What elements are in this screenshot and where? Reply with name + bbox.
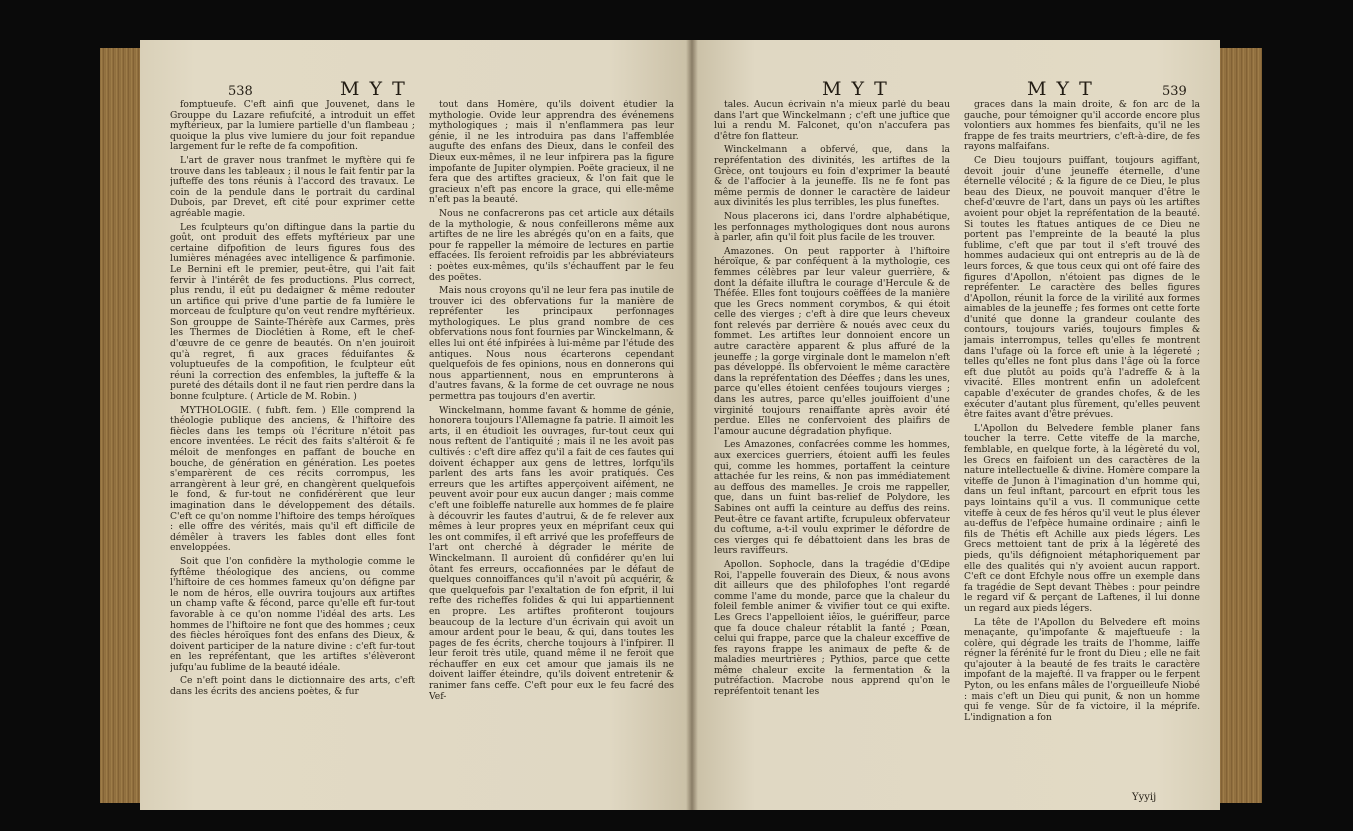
- paragraph: L'art de graver nous tranfmet le myftère qui fe trouve dans les tableaux ; il nous le fait fentir par la jufteffe des tons réunis à l'accord des travaux. Le coin de la pendule dans le portrait du cardinal Dubois, par Drevet, eft cité pour exprimer cette agréable magie.: [170, 154, 415, 219]
- paragraph: Ce Dieu toujours puiffant, toujours agiffant, devoit jouir d'une jeuneffe éternelle, d'une éternelle vélocité ; & la figure de ce Dieu, le plus beau des Dieux, ne pouvoit manquer d'être le chef-d'œuvre de l'art, dans un pays où les artiftes avoient pour objet la repréfentation de la beauté. Si toutes les ftatues antiques de ce Dieu ne portent pas l'empreinte de la beauté la plus fublime, c'eft que par tout il s'eft trouvé des hommes audacieux qui ont entrepris au de là de leurs forces, & que tous ceux qui ont ofé faire des figures d'Apollon, n'étoient pas dignes de le repréfenter. Le caractère des belles figures d'Apollon, réunit la force de la virilité aux formes aimables de la jeuneffe ; fes formes ont cette forte d'unité que donne la grandeur coulante des contours, toujours variés, toujours fimples & jamais interrompus, telles qu'elles fe montrent dans l'ufage où la force eft unie à la légereté ; telles qu'elles ne font plus dans l'âge où la force eft due plutôt au poids qu'à l'adreffe & à la vivacité. Elles montrent enfin un adolefcent capable d'exécuter de grandes chofes, & de les exécuter d'autant plus fûrement, qu'elles peuvent être faites avant d'être prévues.: [964, 154, 1200, 421]
- paragraph: La tête de l'Apollon du Belvedere eft moins menaçante, qu'impofante & majeftueufe : la colère, qui dégrade les traits de l'homme, laiffe régner la férénité fur le front du Dieu ; elle ne fait qu'ajouter à la beauté de fes traits le caractère impofant de la majefté. Il va frapper ou le ferpent Pyton, ou les enfans mâles de l'orgueilleufe Niobé : mais c'eft un Dieu qui punit, & non un homme qui fe venge. Sûr de fa victoire, il la méprife. L'indignation a fon: [964, 616, 1200, 723]
- paragraph: tales. Aucun écrivain n'a mieux parlé du beau dans l'art que Winckelmann ; c'eft une juftice que lui a rendu M. Falconet, qu'on n'accufera pas d'être fon flatteur.: [714, 100, 950, 142]
- right-page-header: M Y T: [1027, 78, 1094, 100]
- paragraph: Mais nous croyons qu'il ne leur fera pas inutile de trouver ici des obfervations fur la manière de repréfenter les principaux perfonnages mythologiques. Le plus grand nombre de ces obfervations nous font fournies par Winckelmann, & elles lui ont été infpirées à lui-même par l'étude des antiques. Nous nous écarterons cependant quelquefois de fes opinions, nous en donnerons qui nous appartiennent, nous en emprunterons à d'autres favans, & la forme de cet ouvrage ne nous permettra pas toujours d'en avertir.: [429, 285, 674, 403]
- right-page-header-left: M Y T: [822, 78, 889, 100]
- paragraph: Nous ne confacrerons pas cet article aux détails de la mythologie, & nous confeillerons même aux artiftes de ne lire les abrégés qu'on en a faits, que pour fe rappeller la mémoire de lectures en partie effacées. Ils feroient refroidis par les abbréviateurs : poètes eux-mêmes, qu'ils s'échauffent par le feu des poëtes.: [429, 207, 674, 283]
- paragraph: Les fculpteurs qu'on diftingue dans la partie du goût, ont produit des effets myftérieux par une certaine difpofition de leurs figures fous des lumières ménagées avec intelligence & parfimonie. Le Bernini eft le premier, peut-être, qui l'ait fait fervir à l'intérêt de fes productions. Plus correct, plus rendu, il eût pu dedaigner & même redouter un artifice qui prive d'une partie de fa lumière le morceau de fculpture qu'on veut rendre myftérieux. Son grouppe de Sainte-Thérèfe aux Carmes, près les Thermes de Dioclétien à Rome, eft le chef-d'œuvre de ce genre de beautés. On n'en jouiroit qu'à regret, fi aux graces féduifantes & voluptueufes de la compofition, le fculpteur eût réuni la correction des enfembles, la jufteffe & la pureté des détails dont il ne faut rien perdre dans la bonne fculpture. ( Article de M. Robin. ): [170, 221, 415, 403]
- paragraph: Les Amazones, confacrées comme les hommes, aux exercices guerriers, étoient auffi les feules qui, comme les hommes, portaffent la ceinture attachée fur les reins, & non pas immédiatement au deffous des mamelles. Je crois me rappeller, que, dans un fuint bas-relief de Polydore, les Sabines ont auffi la ceinture au deffus des reins. Peut-être ce favant artifte, fcrupuleux obfervateur du coftume, a-t-il voulu exprimer le défordre de ces vierges qui fe débattoient dans les bras de leurs raviffeurs.: [714, 439, 950, 557]
- right-column-1: [714, 100, 950, 810]
- paragraph: Nous placerons ici, dans l'ordre alphabétique, les perfonnages mythologiques dont nous aurons à parler, afin qu'il foit plus facile de les trouver.: [714, 210, 950, 244]
- signature-mark: Yyyij: [1132, 792, 1157, 803]
- paragraph: graces dans la main droite, & fon arc de la gauche, pour témoigner qu'il accorde encore plus volontiers aux hommes fes bienfaits, qu'il ne les frappe de fes traits meurtriers, c'eft-à-dire, de fes rayons malfaifans.: [964, 100, 1200, 153]
- left-page-header: M Y T: [340, 78, 407, 100]
- paragraph: MYTHOLOGIE. ( fubft. fem. ) Elle comprend la théologie publique des anciens, & l'hiftoire des fiècles dans les temps où l'écriture n'étoit pas encore inventées. Le récit des faits s'altéroit & fe méloit de menfonges en paffant de bouche en bouche, de génération en génération. Les poetes s'emparèrent de ces récits corrompus, les arrangèrent à leur gré, en changèrent quelquefois le fond, & fur-tout ne confidérèrent que leur imagination dans le développement des détails. C'eft ce qu'on nomme l'hiftoire des temps héroïques : elle offre des vérités, mais qu'il eft difficile de démêler à travers les fables dont elles font enveloppées.: [170, 404, 415, 554]
- left-column-1: [170, 100, 415, 810]
- right-column-2: [964, 100, 1200, 810]
- paragraph: Winckelmann, homme favant & homme de génie, honorera toujours l'Allemagne fa patrie. Il aimoit les arts, il en étudioit les ouvrages, fur-tout ceux qui nous reftent de l'antiquité ; mais il ne les avoit pas cultivés : c'eft dire affez qu'il a fait de ces fautes qui doivent échapper aux gens de lettres, lorfqu'ils parlent des arts fans les avoir pratiqués. Ces erreurs que les artiftes apperçoivent aifément, ne peuvent avoir pour eux aucun danger ; mais comme c'eft une foibleffe naturelle aux hommes de fe plaire à découvrir les fautes d'autrui, & de fe relever aux mêmes à leur propres yeux en méprifant ceux qui les ont commifes, il eft arrivé que les profeffeurs de l'art ont cherché à dégrader le mérite de Winckelmann. Il auroient dû confidérer qu'en lui ôtant fes erreurs, occafionnées par le défaut de quelques connoiffances qu'il n'avoit pû acquérir, & que quelquefois par l'exaltation de fon efprit, il lui refte des richeffes folides & qui lui appartiennent en propre. Les artiftes profiteront toujours beaucoup de la lecture d'un écrivain qui avoit un amour ardent pour le beau, & qui, dans toutes les pages de fes écrits, cherche toujours à l'infpirer. Il leur feroit très utile, quand même il ne feroit que réchauffer en eux cet amour que jamais ils ne doivent laiffer éteindre, qu'ils doivent entretenir & ranimer fans ceffe. C'eft pour eux le feu facré des Vef-: [429, 404, 674, 702]
- paragraph: L'Apollon du Belvedere femble planer fans toucher la terre. Cette viteffe de la marche, femblable, en quelque forte, à la légèreté du vol, les Grecs en faifoient un des caractères de la nature intellectuelle & divine. Homère compare la viteffe de Junon à l'imagination d'un homme qui, dans un feul inftant, parcourt en efprit tous les pays lointains qu'il a vus. Il communique cette viteffe à ceux de fes héros qu'il veut le plus élever au-deffus de l'efpèce humaine ordinaire ; ainfi le fils de Thétis eft Achille aux pieds légers. Les Grecs mettoient tant de prix à la légèreté des pieds, qu'ils défignoient métaphoriquement par elle des qualités qui n'y avoient aucun rapport. C'eft ce dont Efchyle nous offre un exemple dans fa tragédie de Sept devant Thèbes : pour peindre le regard vif & perçant de Laftenes, il lui donne un regard aux pieds légers.: [964, 422, 1200, 614]
- right-page: [692, 40, 1220, 810]
- book-edge-right: [1220, 48, 1262, 803]
- book-gutter: [686, 40, 698, 810]
- book-edge-left: [100, 48, 140, 803]
- left-page-number: 538: [228, 84, 253, 99]
- left-page: [140, 40, 692, 810]
- paragraph: fomptueufe. C'eft ainfi que Jouvenet, dans le Grouppe du Lazare refiufcité, a introduit un effet myftérieux, par la lumiere partielle d'un flambeau ; quoique la plus vive lumiere du jour foit repandue largement fur le refte de fa compofition.: [170, 100, 415, 153]
- paragraph: Ce n'eft point dans le dictionnaire des arts, c'eft dans les écrits des anciens poètes, & fur: [170, 675, 415, 698]
- paragraph: Soit que l'on confidère la mythologie comme le fyftême théologique des anciens, ou comme l'hiftoire de ces hommes fameux qu'on défigne par le nom de héros, elle ouvrira toujours aux artiftes un champ vafte & fécond, parce qu'elle eft fur-tout favorable à ce qu'on nomme l'idéal des arts. Les hommes de l'hiftoire ne font que des hommes ; ceux des fiècles héroïques font des enfans des Dieux, & doivent participer de la nature divine : c'eft fur-tout en les repréfentant, que les artiftes s'élèveront jufqu'au fublime de la beauté idéale.: [170, 555, 415, 673]
- paragraph: tout dans Homère, qu'ils doivent étudier la mythologie. Ovide leur apprendra des événemens mythologiques ; mais il n'enflammera pas leur génie, il ne les introduira pas dans l'affemblée augufte des enfans des Dieux, dans le confeil des Dieux eux-mêmes, il ne leur infpirera pas la figure impofante de Jupiter olympien. Poëte gracieux, il ne fera que des artiftes gracieux, & l'on fait que le gracieux n'eft pas encore la grace, qui elle-même n'eft pas la beauté.: [429, 100, 674, 206]
- left-column-2: [429, 100, 674, 810]
- right-page-number: 539: [1162, 84, 1187, 99]
- paragraph: Apollon. Sophocle, dans la tragédie d'Œdipe Roi, l'appelle fouverain des Dieux, & nous avons dit ailleurs que des philofophes l'ont regardé comme l'ame du monde, parce que la chaleur du foleil femble animer & vivifier tout ce qui exifte. Les Grecs l'appelloient iêïos, le guériffeur, parce que fa douce chaleur rétablit la fanté ; Pœan, celui qui frappe, parce que la chaleur exceffive de fes rayons frappe les animaux de pefte & de maladies meurtrières ; Pythios, parce que cette même chaleur excite la fermentation & la putréfaction. Macrobe nous apprend qu'on le repréfentoit tenant les: [714, 558, 950, 698]
- paragraph: Winckelmann a obfervé, que, dans la repréfentation des divinités, les artiftes de la Grèce, ont toujours eu foin d'exprimer la beauté & de l'affocier à la jeuneffe. Ils ne fe font pas même permis de donner le caractère de laideur aux divinités les plus terribles, les plus funeftes.: [714, 144, 950, 209]
- paragraph: Amazones. On peut rapporter à l'hiftoire héroïque, & par conféquent à la mythologie, ces femmes célèbres par leur valeur guerrière, & dont la défaite illuftra le courage d'Hercule & de Théfée. Elles font toujours coëffées de la manière que les Grecs nomment corymbos, & qui étoit celle des vierges ; c'eft à dire que leurs cheveux font relevés par derrière & noués avec ceux du fommet. Les artiftes leur donnoient encore un autre caractère apparent & plus affuré de la jeuneffe ; la gorge virginale dont le mamelon n'eft pas développé. Ils obfervoient le même caractère dans la repréfentation des Déeffes ; dans les unes, parce qu'elles étoient cenfées toujours vierges ; dans les autres, parce qu'elles jouiffoient d'une virginité toujours renaiffante après avoir été perdue. Elles ne confervoient des plaifirs de l'amour aucune dégradation phyfique.: [714, 245, 950, 437]
